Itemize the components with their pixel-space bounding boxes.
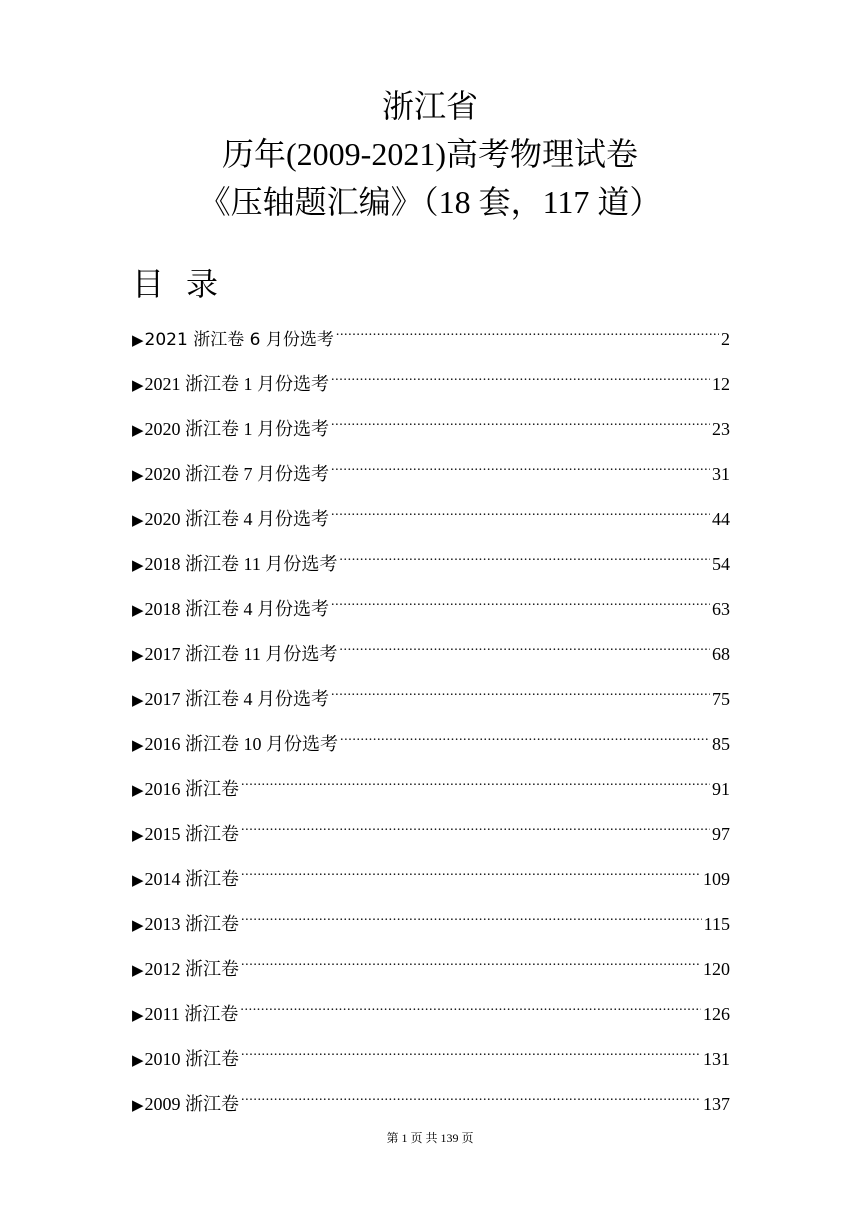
toc-entry[interactable] xyxy=(132,405,730,450)
toc-dot-leader xyxy=(340,720,710,750)
toc-entry-label: 2015 浙江卷 xyxy=(144,824,240,844)
toc-dot-leader xyxy=(331,495,710,525)
toc-entry-label: 2012 浙江卷 xyxy=(144,959,240,979)
triangle-bullet-icon: ▶ xyxy=(132,648,144,664)
toc-entry[interactable] xyxy=(132,585,730,630)
toc-dot-leader xyxy=(331,405,710,435)
toc-dot-leader xyxy=(339,630,710,660)
toc-entry[interactable] xyxy=(132,630,730,675)
toc-entry[interactable] xyxy=(132,1035,730,1080)
triangle-bullet-icon: ▶ xyxy=(132,783,144,799)
triangle-bullet-icon: ▶ xyxy=(132,1008,144,1024)
toc-entry-page-number: 54 xyxy=(712,554,730,574)
toc-dot-leader xyxy=(331,360,710,390)
toc-entry[interactable] xyxy=(132,990,730,1035)
toc-entry[interactable] xyxy=(132,540,730,585)
toc-entry-label: 2011 浙江卷 xyxy=(144,1004,239,1024)
toc-entry[interactable] xyxy=(132,945,730,990)
toc-dot-leader xyxy=(331,675,710,705)
title-subject: 历年(2009-2021)高考物理试卷 xyxy=(222,136,638,172)
toc-entry-page-number: 109 xyxy=(703,869,730,889)
toc-entry[interactable] xyxy=(132,675,730,720)
triangle-bullet-icon: ▶ xyxy=(132,558,144,574)
toc-entry[interactable] xyxy=(132,315,730,360)
toc-entry-label: 2018 浙江卷 4 月份选考 xyxy=(144,599,330,619)
toc-entry-label: 2010 浙江卷 xyxy=(144,1049,240,1069)
toc-dot-leader xyxy=(241,765,710,795)
toc-dot-leader xyxy=(241,855,701,885)
toc-entry-page-number: 131 xyxy=(703,1049,730,1069)
toc-entry-page-number: 2 xyxy=(721,329,730,349)
toc-entry[interactable] xyxy=(132,855,730,900)
toc-entry-page-number: 91 xyxy=(712,779,730,799)
toc-entry[interactable] xyxy=(132,450,730,495)
triangle-bullet-icon: ▶ xyxy=(132,603,144,619)
toc-entry-page-number: 31 xyxy=(712,464,730,484)
toc-entry-page-number: 120 xyxy=(703,959,730,979)
toc-entry-label: 2016 浙江卷 xyxy=(144,779,240,799)
toc-entry-page-number: 68 xyxy=(712,644,730,664)
toc-entry[interactable] xyxy=(132,495,730,540)
toc-entry-label: 2016 浙江卷 10 月份选考 xyxy=(144,734,339,754)
toc-heading: 目录 xyxy=(132,265,241,303)
toc-dot-leader xyxy=(339,540,710,570)
toc-entry-page-number: 115 xyxy=(703,914,730,934)
toc-entry-label: 2018 浙江卷 11 月份选考 xyxy=(144,554,338,574)
toc-entry-page-number: 12 xyxy=(712,374,730,394)
triangle-bullet-icon: ▶ xyxy=(132,693,144,709)
toc-entry-label: 2021 浙江卷 6 月份选考 xyxy=(144,330,334,350)
toc-entry[interactable] xyxy=(132,1080,730,1125)
triangle-bullet-icon: ▶ xyxy=(132,513,144,529)
toc-entry-label: 2009 浙江卷 xyxy=(144,1094,240,1114)
triangle-bullet-icon: ▶ xyxy=(132,963,144,979)
toc-entry-page-number: 75 xyxy=(712,689,730,709)
toc-entry-label: 2017 浙江卷 4 月份选考 xyxy=(144,689,330,709)
toc-entry-page-number: 44 xyxy=(712,509,730,529)
toc-entry-page-number: 137 xyxy=(703,1094,730,1114)
toc-dot-leader xyxy=(241,945,701,975)
toc-entry-label: 2020 浙江卷 4 月份选考 xyxy=(144,509,330,529)
table-of-contents xyxy=(132,315,730,1125)
title-collection: 《压轴题汇编》（18 套，117 道） xyxy=(198,184,662,220)
toc-entry-page-number: 23 xyxy=(712,419,730,439)
toc-entry[interactable] xyxy=(132,720,730,765)
triangle-bullet-icon: ▶ xyxy=(132,873,144,889)
toc-dot-leader xyxy=(331,585,710,615)
toc-dot-leader xyxy=(336,315,719,345)
toc-dot-leader xyxy=(241,810,710,840)
toc-entry[interactable] xyxy=(132,765,730,810)
triangle-bullet-icon: ▶ xyxy=(132,1053,144,1069)
toc-entry-label: 2017 浙江卷 11 月份选考 xyxy=(144,644,338,664)
toc-entry-label: 2020 浙江卷 7 月份选考 xyxy=(144,464,330,484)
toc-dot-leader xyxy=(241,900,702,930)
triangle-bullet-icon: ▶ xyxy=(132,1098,144,1114)
toc-entry-label: 2014 浙江卷 xyxy=(144,869,240,889)
toc-entry-page-number: 126 xyxy=(703,1004,730,1024)
toc-entry[interactable] xyxy=(132,810,730,855)
triangle-bullet-icon: ▶ xyxy=(132,378,144,394)
toc-entry-label: 2013 浙江卷 xyxy=(144,914,240,934)
toc-entry[interactable] xyxy=(132,900,730,945)
toc-entry-page-number: 63 xyxy=(712,599,730,619)
toc-dot-leader xyxy=(331,450,710,480)
triangle-bullet-icon: ▶ xyxy=(132,423,144,439)
toc-entry-label: 2021 浙江卷 1 月份选考 xyxy=(144,374,330,394)
title-province: 浙江省 xyxy=(381,87,478,125)
toc-entry-page-number: 85 xyxy=(712,734,730,754)
triangle-bullet-icon: ▶ xyxy=(132,468,144,484)
toc-dot-leader xyxy=(241,1080,701,1110)
toc-entry[interactable] xyxy=(132,360,730,405)
triangle-bullet-icon: ▶ xyxy=(132,738,144,754)
toc-entry-label: 2020 浙江卷 1 月份选考 xyxy=(144,419,330,439)
toc-dot-leader xyxy=(240,990,701,1020)
document-title xyxy=(0,82,860,226)
triangle-bullet-icon: ▶ xyxy=(132,918,144,934)
triangle-bullet-icon: ▶ xyxy=(132,828,144,844)
triangle-bullet-icon: ▶ xyxy=(132,333,144,349)
toc-dot-leader xyxy=(241,1035,701,1065)
page-footer: 第 1 页 共 139 页 xyxy=(386,1131,474,1145)
toc-entry-page-number: 97 xyxy=(712,824,730,844)
